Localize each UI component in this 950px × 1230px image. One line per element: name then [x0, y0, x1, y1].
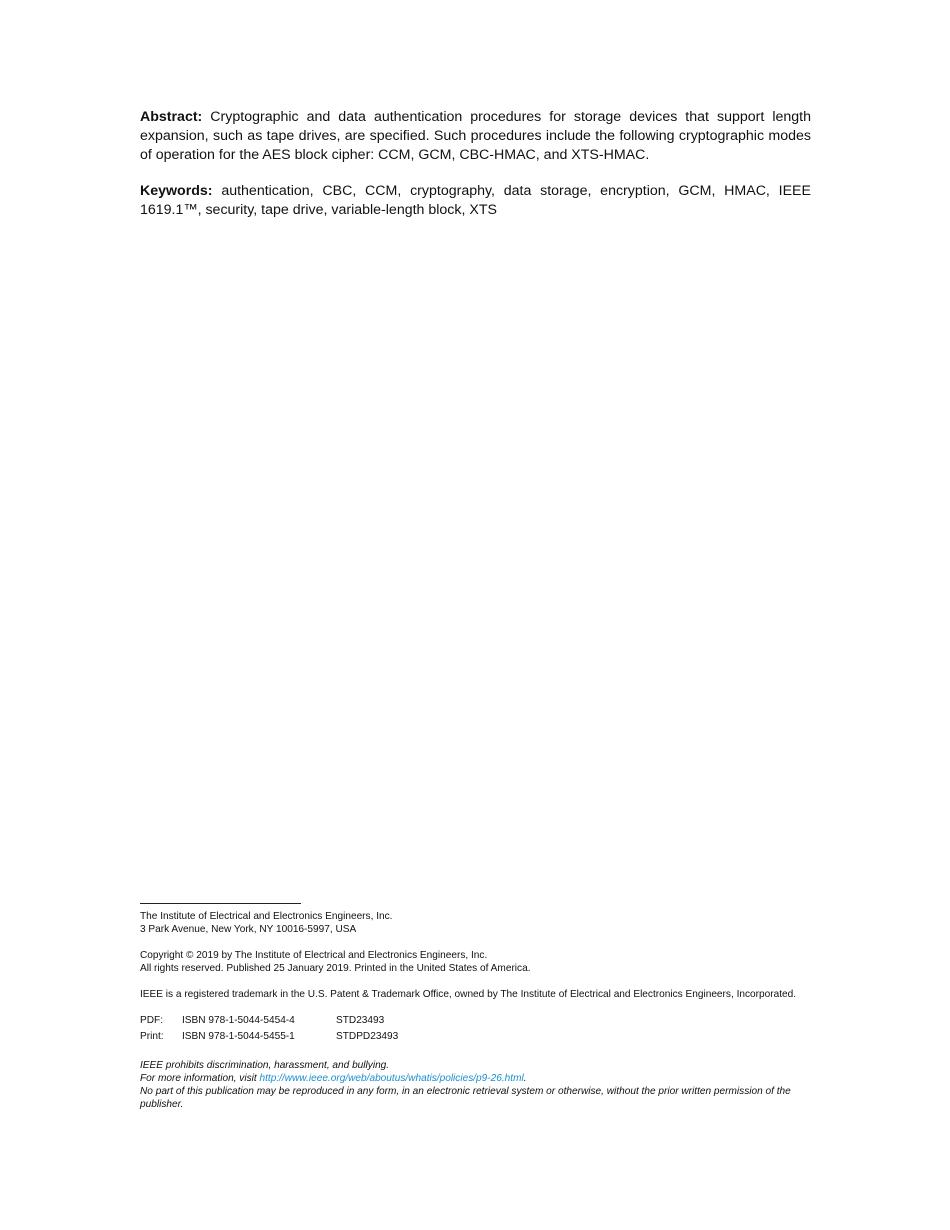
policy-info-suffix: . [523, 1073, 527, 1084]
rights-line: All rights reserved. Published 25 January 2019. Printed in the United States of America. [140, 963, 531, 974]
copyright-line: Copyright © 2019 by The Institute of Electrical and Electronics Engineers, Inc. [140, 950, 488, 961]
isbn-format: PDF: [140, 1015, 163, 1026]
isbn-table [140, 1014, 398, 1046]
publisher-block [140, 910, 820, 936]
isbn-code: STD23493 [336, 1015, 385, 1026]
isbn-number: ISBN 978-1-5044-5454-4 [182, 1015, 295, 1026]
policy-info-prefix: For more information, visit [140, 1073, 260, 1084]
isbn-number: ISBN 978-1-5044-5455-1 [182, 1031, 295, 1042]
publisher-name: The Institute of Electrical and Electronics Engineers, Inc. [140, 911, 393, 922]
trademark-notice: IEEE is a registered trademark in the U.S. Patent & Trademark Office, owned by The Institute of Electrical and Electronics Engineers, Incorporated. [140, 989, 797, 1000]
publication-footer [140, 903, 820, 1111]
isbn-row-print [140, 1030, 398, 1046]
reproduction-notice: No part of this publication may be reproduced in any form, in an electronic retrieval system or otherwise, without the prior written permission of the publisher. [140, 1086, 791, 1110]
policy-link[interactable]: http://www.ieee.org/web/aboutus/whatis/policies/p9-26.html [259, 1073, 524, 1084]
trademark-block [140, 988, 820, 1001]
policy-block [140, 1059, 820, 1111]
policy-info-line [140, 1072, 820, 1085]
keywords-label: Keywords: [140, 183, 213, 199]
isbn-row-pdf [140, 1014, 398, 1030]
copyright-block [140, 949, 820, 975]
footer-divider [140, 903, 301, 904]
keywords-paragraph [140, 182, 811, 220]
publisher-address: 3 Park Avenue, New York, NY 10016-5997, USA [140, 924, 357, 935]
abstract-label: Abstract: [140, 109, 203, 125]
isbn-code: STDPD23493 [336, 1031, 399, 1042]
abstract-text: Cryptographic and data authentication procedures for storage devices that support length expansion, such as tape drives, are specified. Such procedures include the following cryptographic modes of operation for the AES block cipher: CCM, GCM, CBC-HMAC, and XTS-HMAC. [140, 109, 811, 163]
abstract-paragraph [140, 108, 811, 165]
isbn-format: Print: [140, 1031, 164, 1042]
keywords-text: authentication, CBC, CCM, cryptography, data storage, encryption, GCM, HMAC, IEEE 1619.1™, security, tape drive, variable-length block, XTS [140, 183, 811, 218]
policy-statement: IEEE prohibits discrimination, harassment, and bullying. [140, 1060, 390, 1071]
